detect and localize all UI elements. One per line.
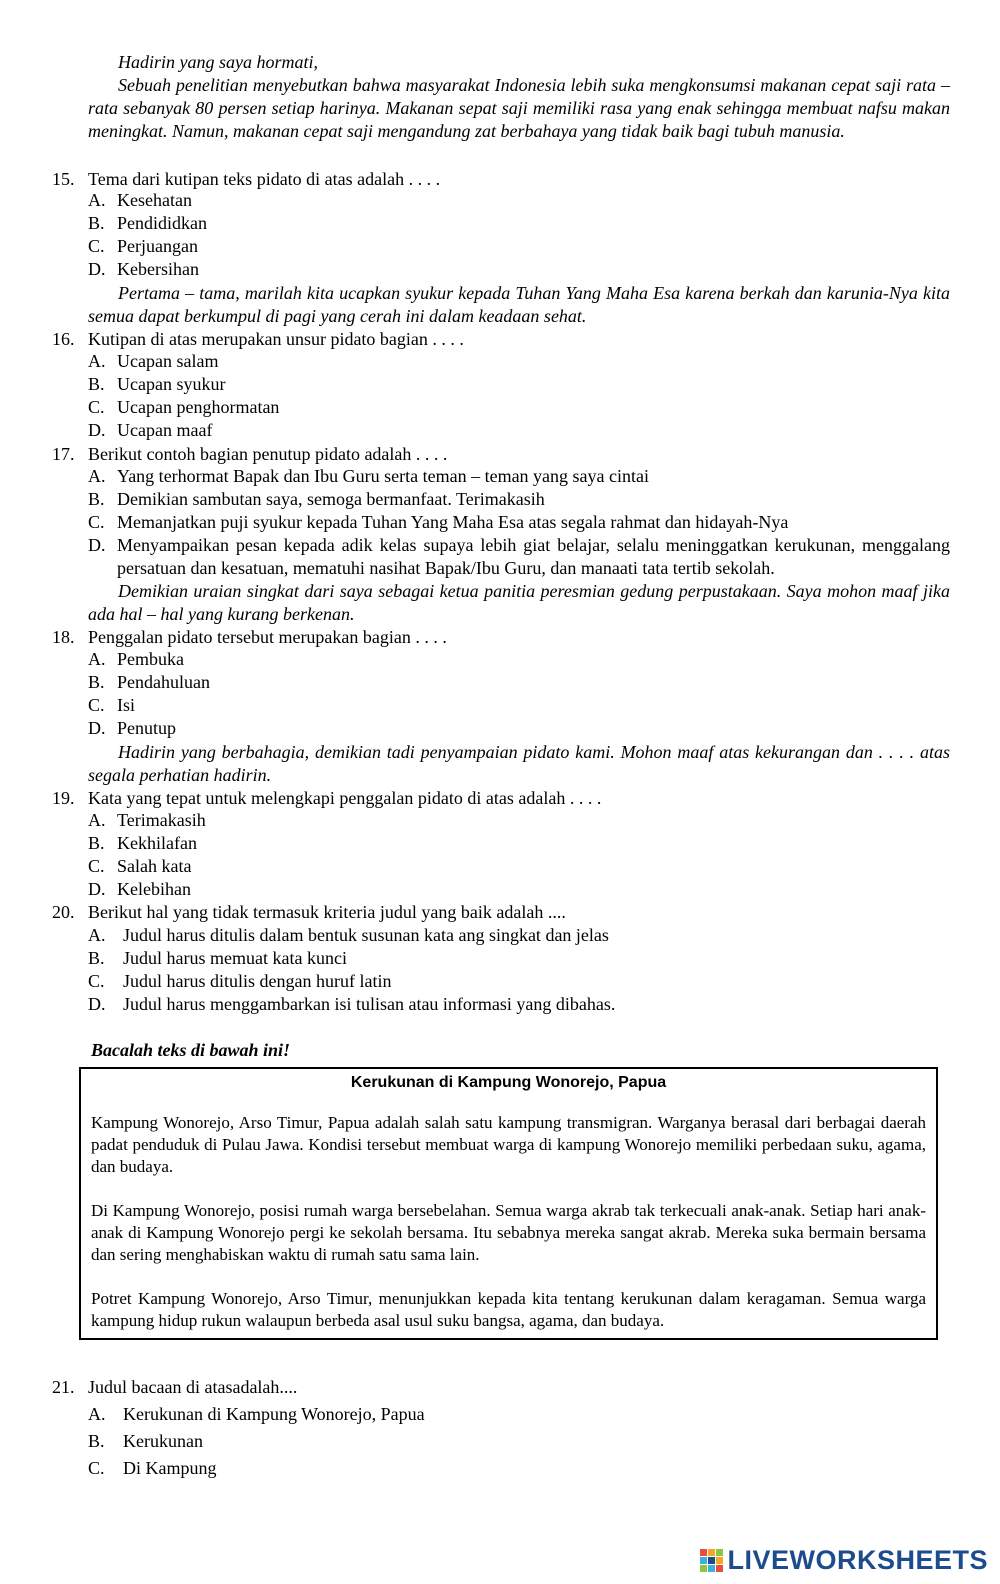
option-c[interactable]: C. Di Kampung	[88, 1458, 217, 1478]
question-number: 18.	[52, 627, 75, 647]
option-d[interactable]: D. Judul harus menggambarkan isi tulisan atau informasi yang dibahas.	[88, 994, 616, 1014]
option-b[interactable]: B. Demikian sambutan saya, semoga bermanfaat. Terimakasih	[88, 489, 545, 509]
logo-cell	[708, 1557, 715, 1564]
question-text: Kata yang tepat untuk melengkapi penggalan pidato di atas adalah . . . .	[88, 788, 602, 808]
question-15-options	[88, 189, 950, 281]
question-21-options	[88, 1401, 950, 1482]
reading-instruction: Bacalah teks di bawah ini!	[91, 1040, 291, 1060]
logo-cell	[700, 1549, 707, 1556]
question-19-options	[88, 809, 950, 901]
logo-cell	[700, 1565, 707, 1572]
option-c[interactable]: C. Memanjatkan puji syukur kepada Tuhan Yang Maha Esa atas segala rahmat dan hidayah-Nya	[88, 512, 789, 532]
logo-cell	[716, 1557, 723, 1564]
question-text: Kutipan di atas merupakan unsur pidato bagian . . . .	[88, 329, 464, 349]
passage-body: Hadirin yang berbahagia, demikian tadi penyampaian pidato kami. Mohon maaf atas kekurangan dan . . . . atas segala perhatian hadirin.	[88, 742, 950, 785]
option-d[interactable]: D. Ucapan maaf	[88, 420, 213, 440]
option-a[interactable]: A. Kerukunan di Kampung Wonorejo, Papua	[88, 1404, 425, 1424]
option-c[interactable]: C. Perjuangan	[88, 236, 198, 256]
option-d[interactable]: D. Menyampaikan pesan kepada adik kelas supaya lebih giat belajar, selalu meninggatkan kerukunan, menggalang persatuan dan kesatuan, mematuhi nasihat Bapak/Ibu Guru, dan manaati tata tertib sekolah.	[88, 535, 950, 578]
option-b[interactable]: B. Pendahuluan	[88, 672, 210, 692]
reading-paragraph-2: Di Kampung Wonorejo, posisi rumah warga bersebelahan. Semua warga akrab tak terkecuali anak-anak. Setiap hari anak-anak di Kampung Wonorejo pergi ke sekolah bersama. Itu sebabnya mereka sangat akrab. Mereka suka bermain bersama dan sering menghabiskan waktu di rumah satu sama lain.	[91, 1201, 926, 1264]
passage-body: Sebuah penelitian menyebutkan bahwa masyarakat Indonesia lebih suka mengkonsumsi makanan cepat saji rata – rata sebanyak 80 persen setiap harinya. Makanan sepat saji memiliki rasa yang enak sehingga membuat nafsu makan meningkat. Namun, makanan cepat saji mengandung zat berbahaya yang tidak baik bagi tubuh manusia.	[88, 75, 950, 141]
question-17-options	[88, 465, 950, 580]
passage-body: Pertama – tama, marilah kita ucapkan syukur kepada Tuhan Yang Maha Esa karena berkah dan karunia-Nya kita semua dapat berkumpul di pagi yang cerah ini dalam keadaan sehat.	[88, 283, 950, 326]
option-a[interactable]: A. Yang terhormat Bapak dan Ibu Guru serta teman – teman yang saya cintai	[88, 466, 650, 486]
reading-text-box	[79, 1067, 938, 1340]
option-d[interactable]: D. Kebersihan	[88, 259, 199, 279]
question-text: Judul bacaan di atasadalah....	[88, 1377, 298, 1397]
passage-greeting: Hadirin yang saya hormati,	[118, 52, 318, 72]
logo-cell	[708, 1565, 715, 1572]
question-text: Tema dari kutipan teks pidato di atas adalah . . . .	[88, 169, 441, 189]
option-a[interactable]: A. Kesehatan	[88, 190, 192, 210]
question-number: 16.	[52, 329, 75, 349]
question-text: Berikut contoh bagian penutup pidato adalah . . . .	[88, 444, 448, 464]
reading-paragraph-1: Kampung Wonorejo, Arso Timur, Papua adalah salah satu kampung transmigran. Warganya berasal dari berbagai daerah padat penduduk di Pulau Jawa. Kondisi tersebut membuat warga di kampung Wonorejo memiliki perbedaan suku, agama, dan budaya.	[91, 1113, 926, 1176]
option-b[interactable]: B. Kekhilafan	[88, 833, 197, 853]
question-number: 17.	[52, 444, 75, 464]
option-a[interactable]: A. Terimakasih	[88, 810, 206, 830]
speech-passage-1	[88, 51, 950, 143]
question-number: 15.	[52, 169, 75, 189]
question-20-options	[88, 924, 950, 1016]
liveworksheets-logo-icon	[700, 1549, 723, 1572]
speech-passage-4	[88, 741, 950, 787]
option-b[interactable]: B. Kerukunan	[88, 1431, 203, 1451]
option-b[interactable]: B. Judul harus memuat kata kunci	[88, 948, 347, 968]
logo-cell	[716, 1549, 723, 1556]
option-c[interactable]: C. Ucapan penghormatan	[88, 397, 280, 417]
option-a[interactable]: A. Judul harus ditulis dalam bentuk susunan kata ang singkat dan jelas	[88, 925, 609, 945]
option-c[interactable]: C. Judul harus ditulis dengan huruf latin	[88, 971, 392, 991]
question-number: 20.	[52, 902, 75, 922]
reading-title: Kerukunan di Kampung Wonorejo, Papua	[350, 1074, 667, 1091]
option-d[interactable]: D. Kelebihan	[88, 879, 191, 899]
option-b[interactable]: B. Ucapan syukur	[88, 374, 226, 394]
option-a[interactable]: A. Ucapan salam	[88, 351, 219, 371]
logo-text: LIVEWORKSHEETS	[727, 1545, 988, 1575]
option-d[interactable]: D. Penutup	[88, 718, 177, 738]
option-c[interactable]: C. Isi	[88, 695, 135, 715]
option-a[interactable]: A. Pembuka	[88, 649, 184, 669]
passage-body: Demikian uraian singkat dari saya sebagai ketua panitia peresmian gedung perpustakaan. Saya mohon maaf jika ada hal – hal yang kurang berkenan.	[88, 581, 950, 624]
logo-cell	[716, 1565, 723, 1572]
logo-cell	[700, 1557, 707, 1564]
question-text: Berikut hal yang tidak termasuk kriteria judul yang baik adalah ....	[88, 902, 566, 922]
question-text: Penggalan pidato tersebut merupakan bagian . . . .	[88, 627, 447, 647]
question-16-options	[88, 350, 950, 442]
question-18-options	[88, 648, 950, 740]
option-b[interactable]: B. Pendididkan	[88, 213, 207, 233]
liveworksheets-logo[interactable]	[700, 1545, 988, 1576]
speech-passage-3	[88, 580, 950, 626]
logo-cell	[708, 1549, 715, 1556]
question-number: 19.	[52, 788, 75, 808]
option-c[interactable]: C. Salah kata	[88, 856, 192, 876]
reading-paragraph-3: Potret Kampung Wonorejo, Arso Timur, menunjukkan kepada kita tentang kerukunan dalam keragaman. Semua warga kampung hidup rukun walaupun berbeda asal usul suku bangsa, agama, dan budaya.	[91, 1289, 926, 1330]
speech-passage-2	[88, 282, 950, 328]
question-number: 21.	[52, 1377, 75, 1397]
